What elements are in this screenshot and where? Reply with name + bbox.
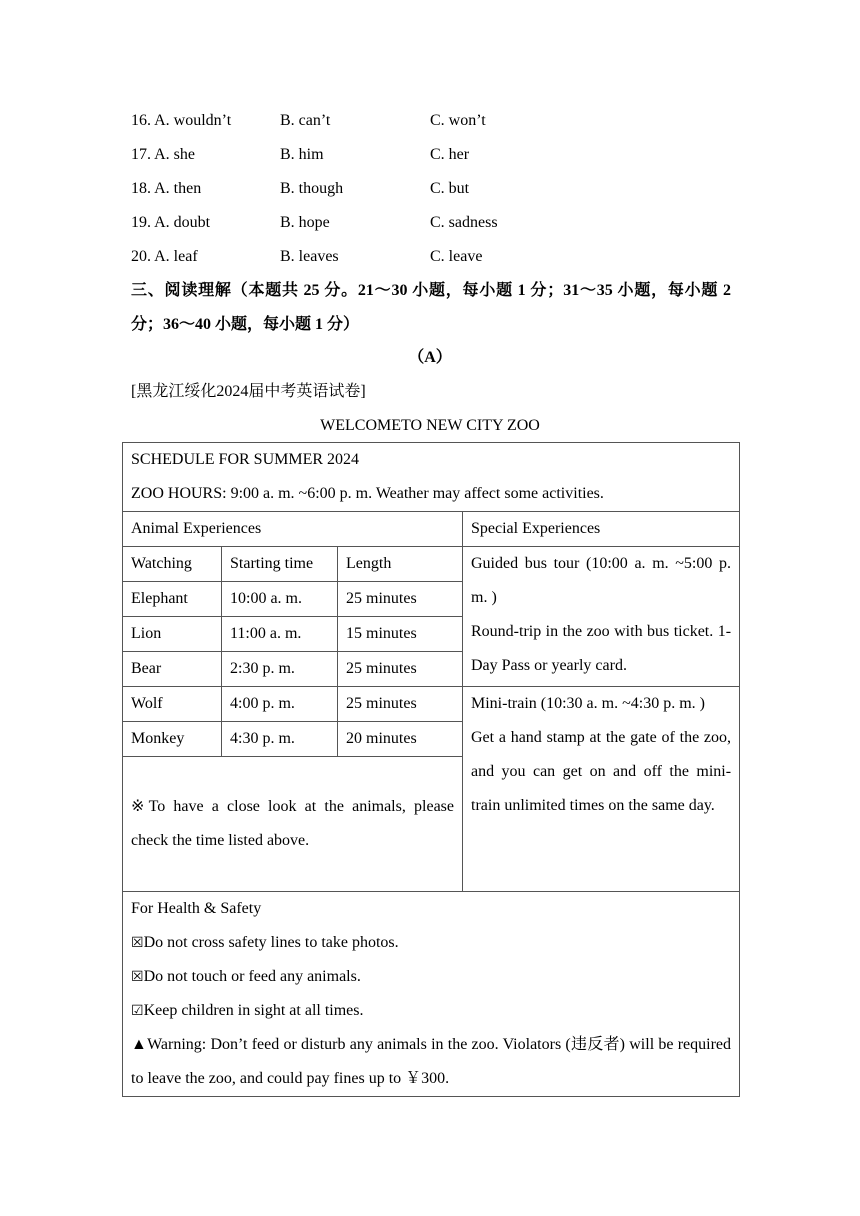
starting-time: 2:30 p. m. (222, 652, 338, 687)
schedule-heading: SCHEDULE FOR SUMMER 2024 (131, 451, 360, 468)
table-header-row (123, 547, 740, 582)
animal-name: Monkey (123, 722, 222, 757)
zoo-schedule-table (122, 442, 740, 1097)
option-c: C. won’t (430, 112, 486, 129)
length: 25 minutes (338, 687, 463, 722)
mini-train-desc: Get a hand stamp at the gate of the zoo, and you can get on and off the mini-train unlimited times on the same day. (471, 729, 732, 814)
length: 15 minutes (338, 617, 463, 652)
option-a: 16. A. wouldn’t (131, 112, 232, 129)
special-experiences-label: Special Experiences (463, 512, 740, 547)
option-b: B. leaves (280, 248, 339, 265)
zoo-hours: ZOO HOURS: 9:00 a. m. ~6:00 p. m. Weather may affect some activities. (131, 485, 604, 502)
length: 25 minutes (338, 652, 463, 687)
animal-name: Lion (123, 617, 222, 652)
column-header: Watching (123, 547, 222, 582)
section-heading: 三、阅读理解（本题共 25 分。21～30 小题，每小题 1 分；31～35 小题，每小题 2 分；36～40 小题，每小题 1 分） (131, 282, 731, 333)
bus-tour-desc: Round-trip in the zoo with bus ticket. 1-Day Pass or yearly card. (471, 623, 732, 674)
animal-note: ※To have a close look at the animals, please check the time listed above. (123, 757, 463, 892)
starting-time: 11:00 a. m. (222, 617, 338, 652)
checkbox-crossed-icon: ☒ (131, 935, 144, 951)
safety-rule: ☒Do not cross safety lines to take photos. (131, 934, 399, 951)
column-header: Length (338, 547, 463, 582)
length: 20 minutes (338, 722, 463, 757)
option-b: B. can’t (280, 112, 331, 129)
mini-train-cell (463, 687, 740, 892)
schedule-header-cell (123, 443, 740, 512)
option-a: 18. A. then (131, 180, 202, 197)
starting-time: 10:00 a. m. (222, 582, 338, 617)
option-c: C. leave (430, 248, 483, 265)
bus-tour-title: Guided bus tour (10:00 a. m. ~5:00 p. m. ) (471, 555, 732, 606)
bus-tour-cell (463, 547, 740, 687)
option-b: B. him (280, 146, 324, 163)
option-a: 17. A. she (131, 146, 195, 163)
length: 25 minutes (338, 582, 463, 617)
health-safety-cell (123, 892, 740, 1097)
checkbox-crossed-icon: ☒ (131, 969, 144, 985)
option-c: C. but (430, 180, 470, 197)
mini-train-title: Mini-train (10:30 a. m. ~4:30 p. m. ) (471, 695, 705, 712)
source-line: [黑龙江绥化2024届中考英语试卷] (131, 383, 366, 400)
option-b: B. hope (280, 214, 330, 231)
animal-experiences-label: Animal Experiences (123, 512, 463, 547)
option-a: 20. A. leaf (131, 248, 198, 265)
safety-rule: ☒Do not touch or feed any animals. (131, 968, 361, 985)
health-safety-heading: For Health & Safety (131, 900, 262, 917)
table-row (123, 687, 740, 722)
passage-label: （A） (408, 349, 452, 366)
option-c: C. sadness (430, 214, 498, 231)
animal-name: Elephant (123, 582, 222, 617)
checkbox-checked-icon: ☑ (131, 1003, 144, 1019)
option-b: B. though (280, 180, 344, 197)
starting-time: 4:30 p. m. (222, 722, 338, 757)
option-c: C. her (430, 146, 470, 163)
starting-time: 4:00 p. m. (222, 687, 338, 722)
animal-name: Wolf (123, 687, 222, 722)
safety-rule: ☑Keep children in sight at all times. (131, 1002, 364, 1019)
column-header: Starting time (222, 547, 338, 582)
warning-text: ▲Warning: Don’t feed or disturb any animals in the zoo. Violators (违反者) will be required to leave the zoo, and could pay fines up to ￥300. (131, 1036, 732, 1087)
option-a: 19. A. doubt (131, 214, 211, 231)
passage-title: WELCOMETO NEW CITY ZOO (320, 417, 540, 434)
animal-name: Bear (123, 652, 222, 687)
